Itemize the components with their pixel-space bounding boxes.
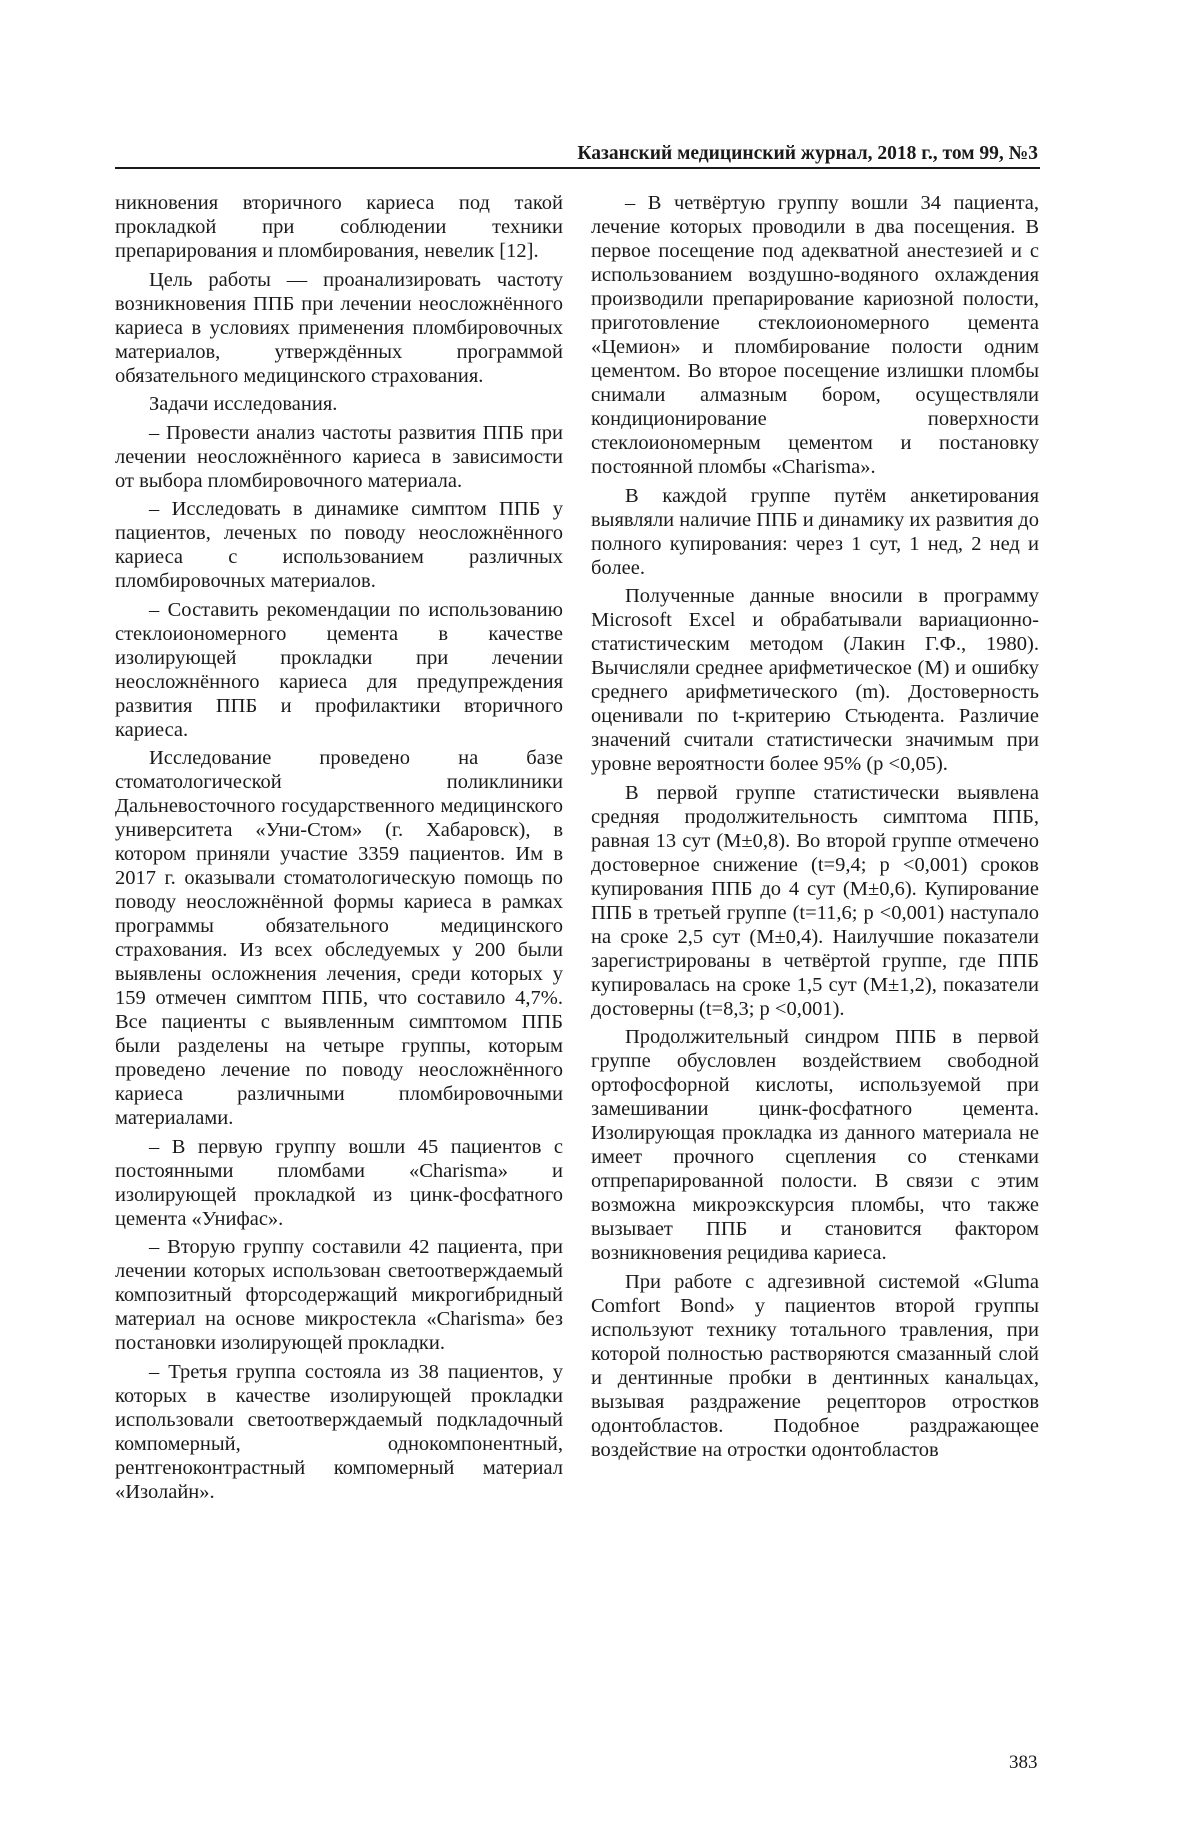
paragraph: Продолжительный синдром ППБ в первой группе обусловлен воздействием свободной ортофосфорной кислоты, используемой при замешивании цинк-фосфатного цемента. Изолирующая прокладка из данного материала не имеет прочного сцепления со стенками отпрепарированной полости. В связи с этим возможна микроэкскурсия пломбы, что также вызывает ППБ и становится фактором возникновения рецидива кариеса. [591,1026,1039,1264]
paragraph: Исследование проведено на базе стоматологической поликлиники Дальневосточного государственного медицинского университета «Уни-Стом» (г. Хабаровск), в котором приняли участие 3359 пациентов. Им в 2017 г. оказывали стоматологическую помощь по поводу неосложнённой формы кариеса в рамках программы обязательного медицинского страхования. Из всех обследуемых у 200 были выявлены осложнения лечения, среди которых у 159 отмечен симптом ППБ, что составило 4,7%. Все пациенты с выявленным симптомом ППБ были разделены на четыре группы, которым проведено лечение по поводу неосложнённого кариеса различными пломбировочными материалами. [115,747,563,1129]
paragraph: – Вторую группу составили 42 пациента, при лечении которых использован светоотверждаемый композитный фторсодержащий микрогибридный материал на основе микростекла «Charisma» без постановки изолирующей прокладки. [115,1236,563,1354]
paragraph: никновения вторичного кариеса под такой прокладкой при соблюдении техники препарирования и пломбирования, невелик [12]. [115,192,563,262]
right-column [591,191,1039,1466]
journal-running-title: Казанский медицинский журнал, 2018 г., том 99, №3 [577,143,1038,164]
left-column [115,191,563,1508]
paragraph: Полученные данные вносили в программу Microsoft Excel и обрабатывали вариационно-статистическим методом (Лакин Г.Ф., 1980). Вычисляли среднее арифметическое (М) и ошибку среднего арифметического (m). Достоверность оценивали по t-критерию Стьюдента. Различие значений считали статистически значимым при уровне вероятности более 95% (р <0,05). [591,585,1039,775]
paragraph: – Составить рекомендации по использованию стеклоиономерного цемента в качестве изолирующей прокладки при лечении неосложнённого кариеса для предупреждения развития ППБ и профилактики вторичного кариеса. [115,598,563,741]
paragraph: Задачи исследования. [149,393,338,415]
paragraph: – Третья группа состояла из 38 пациентов, у которых в качестве изолирующей прокладки использовали светоотверждаемый подкладочный компомерный, однокомпонентный, рентгеноконтрастный компомерный материал «Изолайн». [115,1360,563,1503]
paragraph: – Провести анализ частоты развития ППБ при лечении неосложнённого кариеса в зависимости от выбора пломбировочного материала. [115,421,563,492]
paragraph: В каждой группе путём анкетирования выявляли наличие ППБ и динамику их развития до полного купирования: через 1 сут, 1 нед, 2 нед и более. [591,484,1039,579]
paragraph: – В четвёртую группу вошли 34 пациента, лечение которых проводили в два посещения. В первое посещение под адекватной анестезией и с использованием воздушно-водяного охлаждения производили препарирование кариозной полости, приготовление стеклоиономерного цемента «Цемион» и пломбирование полости одним цементом. Во второе посещение излишки пломбы снимали алмазным бором, осуществляли кондиционирование поверхности стеклоиономерным цементом и постановку постоянной пломбы «Charisma». [591,192,1039,478]
paragraph: – В первую группу вошли 45 пациентов с постоянными пломбами «Charisma» и изолирующей прокладкой из цинк-фосфатного цемента «Унифас». [115,1135,563,1230]
paragraph: В первой группе статистически выявлена средняя продолжительность симптома ППБ, равная 13 сут (М±0,8). Во второй группе отмечено достоверное снижение (t=9,4; р <0,001) сроков купирования ППБ до 4 сут (М±0,6). Купирование ППБ в третьей группе (t=11,6; р <0,001) наступало на сроке 2,5 сут (М±0,4). Наилучшие показатели зарегистрированы в четвёртой группе, где ППБ купировалась на сроке 1,5 сут (М±1,2), показатели достоверны (t=8,3; р <0,001). [591,781,1039,1020]
running-header [115,143,1040,169]
paragraph: Цель работы — проанализировать частоту возникновения ППБ при лечении неосложнённого кариеса в условиях применения пломбировочных материалов, утверждённых программой обязательного медицинского страхования. [115,268,563,387]
paragraph: При работе с адгезивной системой «Gluma Comfort Bond» у пациентов второй группы используют технику тотального травления, при которой полностью растворяются смазанный слой и дентинные пробки в дентинных канальцах, вызывая раздражение рецепторов отростков одонтобластов. Подобное раздражающее воздействие на отростки одонтобластов [591,1270,1039,1461]
page-number: 383 [1009,1752,1038,1773]
paragraph: – Исследовать в динамике симптом ППБ у пациентов, леченых по поводу неосложнённого кариеса с использованием различных пломбировочных материалов. [115,498,563,592]
